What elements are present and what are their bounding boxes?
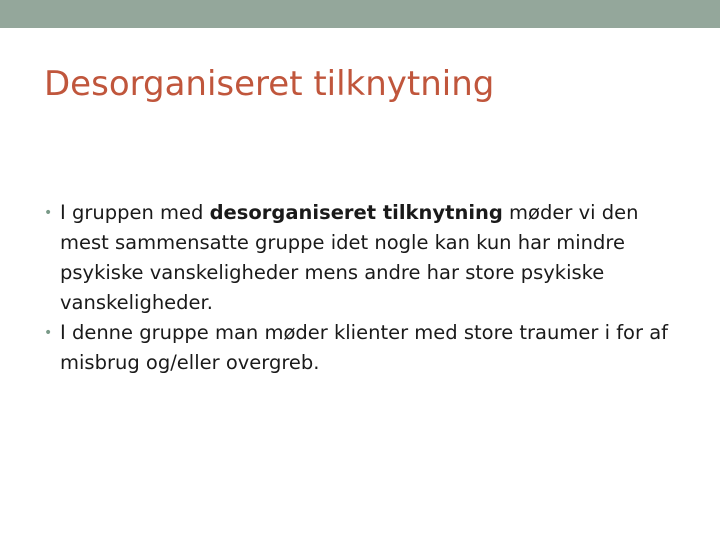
bullet-2-text: I denne gruppe man møder klienter med store traumer i for af misbrug og/eller overgreb.: [60, 321, 669, 374]
bullet-1-text-end: møder vi den mest sammensatte gruppe idet nogle kan kun har mindre psykiske vanskeligheder mens andre har store psykiske vanskeligheder.: [60, 201, 639, 314]
bullet-marker: •: [44, 325, 53, 341]
bullet-marker: •: [44, 205, 53, 221]
bullet-item-2: [40, 318, 690, 378]
header-bar: [0, 0, 720, 28]
bullet-item-1: [40, 198, 690, 318]
bullet-1-emphasis: desorganiseret tilknytning: [209, 201, 503, 224]
bullet-list: [40, 198, 690, 378]
bullet-1-text-start: I gruppen med: [60, 201, 210, 224]
slide-title: Desorganiseret tilknytning: [44, 64, 495, 104]
